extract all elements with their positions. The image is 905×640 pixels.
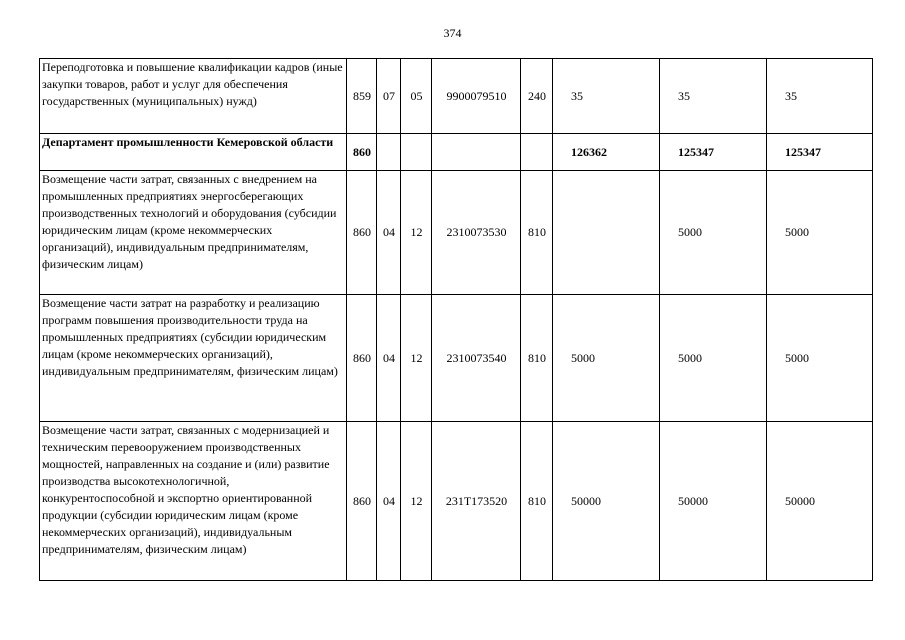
pr-cell: 05: [401, 59, 432, 134]
rz-cell: 07: [377, 59, 401, 134]
amount-cell-year1: 126362: [553, 134, 660, 171]
budget-table: [39, 58, 873, 581]
rz-cell: [377, 134, 401, 171]
vr-cell: 240: [521, 59, 553, 134]
vr-cell: 810: [521, 295, 553, 422]
amount-cell-year3: 5000: [767, 295, 873, 422]
page-number: 374: [443, 26, 462, 40]
table-row: [40, 59, 873, 134]
amount-cell-year1: 5000: [553, 295, 660, 422]
amount-cell-year2: 35: [660, 59, 767, 134]
csr-cell: 2310073530: [432, 171, 521, 295]
rz-cell: 04: [377, 295, 401, 422]
pr-cell: 12: [401, 422, 432, 581]
amount-cell-year2: 125347: [660, 134, 767, 171]
amount-cell-year1: 35: [553, 59, 660, 134]
table-row-department: [40, 134, 873, 171]
vr-cell: 810: [521, 171, 553, 295]
amount-cell-year2: 5000: [660, 171, 767, 295]
table-row: [40, 171, 873, 295]
pr-cell: [401, 134, 432, 171]
gr-cell: 860: [347, 295, 377, 422]
gr-cell: 860: [347, 171, 377, 295]
amount-cell-year2: 5000: [660, 295, 767, 422]
amount-cell-year1: [553, 171, 660, 295]
rz-cell: 04: [377, 422, 401, 581]
amount-cell-year3: 125347: [767, 134, 873, 171]
amount-cell-year3: 35: [767, 59, 873, 134]
gr-cell: 860: [347, 422, 377, 581]
pr-cell: 12: [401, 295, 432, 422]
csr-cell: 9900079510: [432, 59, 521, 134]
rz-cell: 04: [377, 171, 401, 295]
row-name-cell: Возмещение части затрат на разработку и реализацию программ повышения производительности труда на промышленных предприятиях (субсидии юридическим лицам (кроме некоммерческих организаций), индивидуальным предпринимателям, физическим лицам): [40, 295, 347, 422]
amount-cell-year3: 50000: [767, 422, 873, 581]
csr-cell: 2310073540: [432, 295, 521, 422]
amount-cell-year2: 50000: [660, 422, 767, 581]
pr-cell: 12: [401, 171, 432, 295]
row-name-cell: Возмещение части затрат, связанных с внедрением на промышленных предприятиях энергосберегающих производственных технологий и оборудования (субсидии юридическим лицам (кроме некоммерческих организаций), индивидуальным предпринимателям, физическим лицам): [40, 171, 347, 295]
amount-cell-year1: 50000: [553, 422, 660, 581]
csr-cell: 231Т173520: [432, 422, 521, 581]
vr-cell: [521, 134, 553, 171]
row-name-cell: Переподготовка и повышение квалификации кадров (иные закупки товаров, работ и услуг для обеспечения государственных (муниципальных) нужд): [40, 59, 347, 134]
table-row: [40, 295, 873, 422]
gr-cell: 859: [347, 59, 377, 134]
csr-cell: [432, 134, 521, 171]
row-name-cell: Департамент промышленности Кемеровской области: [40, 134, 347, 171]
amount-cell-year3: 5000: [767, 171, 873, 295]
table-row: [40, 422, 873, 581]
vr-cell: 810: [521, 422, 553, 581]
gr-cell: 860: [347, 134, 377, 171]
row-name-cell: Возмещение части затрат, связанных с модернизацией и техническим перевооружением производственных мощностей, направленных на создание и (или) развитие производства высокотехнологичной, конкурентоспособной и экспортно ориентированной продукции (субсидии юридическим лицам (кроме некоммерческих организаций), индивидуальным предпринимателям, физическим лицам): [40, 422, 347, 581]
